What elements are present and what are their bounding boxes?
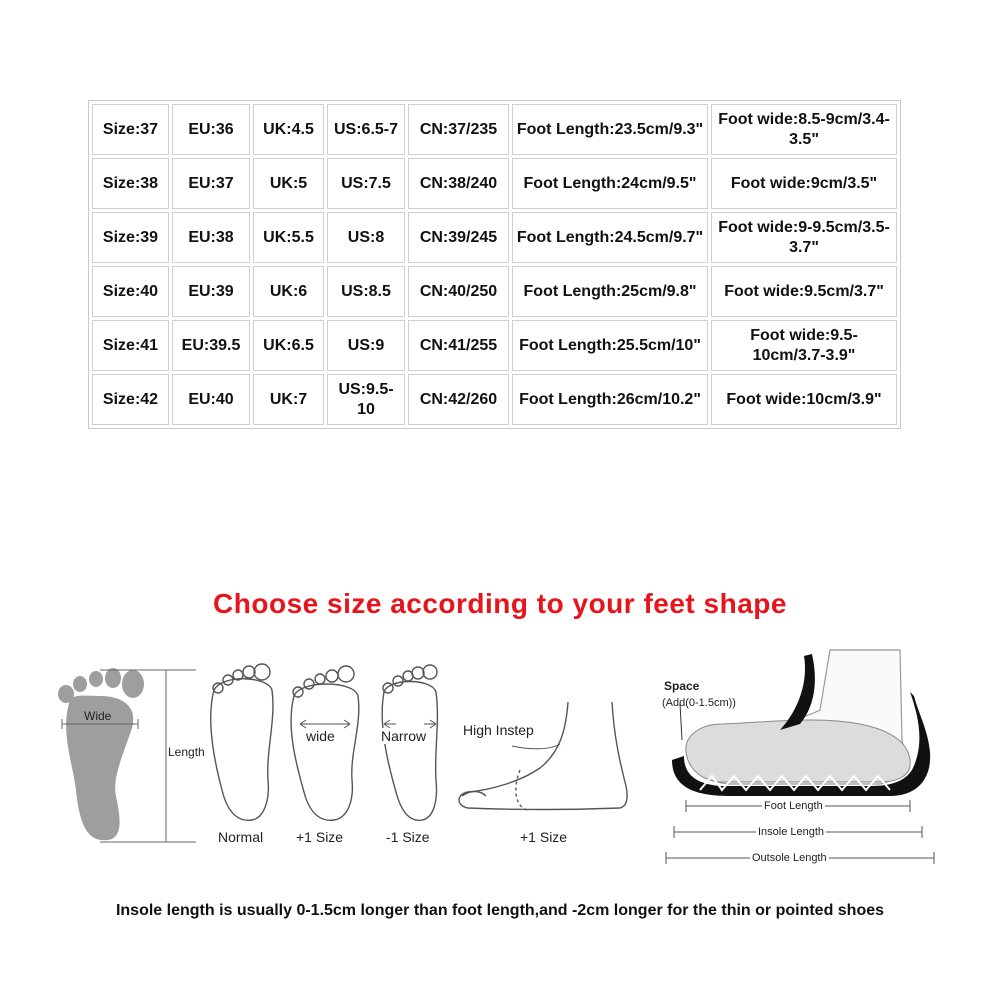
size-cell: Foot wide:9.5-10cm/3.7-3.9" [711,320,897,371]
size-cell: US:8 [327,212,405,263]
size-cell: CN:37/235 [408,104,509,155]
outsole-length-label: Outsole Length [752,852,827,864]
size-cell: Size:39 [92,212,169,263]
size-cell: Foot Length:26cm/10.2" [512,374,708,425]
foot-arrow-label-wide: wide [306,728,335,744]
size-cell: Foot Length:24.5cm/9.7" [512,212,708,263]
size-cell: Size:38 [92,158,169,209]
foot-caption-wide: +1 Size [296,829,344,845]
size-cell: CN:40/250 [408,266,509,317]
size-cell: Foot wide:10cm/3.9" [711,374,897,425]
high-instep-foot-icon [459,702,627,810]
foot-caption-narrow: -1 Size [386,829,430,845]
size-cell: Size:37 [92,104,169,155]
wide-label: Wide [84,709,112,723]
normal-foot-icon [211,664,273,820]
insole-footnote: Insole length is usually 0-1.5cm longer than foot length,and -2cm longer for the thin or pointed shoes [115,902,885,919]
size-cell: CN:42/260 [408,374,509,425]
size-cell: CN:41/255 [408,320,509,371]
foot-caption-high-instep: +1 Size [520,829,568,845]
size-cell: Foot wide:9.5cm/3.7" [711,266,897,317]
size-cell: Foot wide:9-9.5cm/3.5-3.7" [711,212,897,263]
size-cell: Foot Length:25.5cm/10" [512,320,708,371]
size-cell: EU:38 [172,212,250,263]
foot-arrow-label-narrow: Narrow [381,728,427,744]
size-cell: Foot Length:23.5cm/9.3" [512,104,708,155]
size-cell: US:8.5 [327,266,405,317]
size-cell: UK:5 [253,158,324,209]
size-cell: UK:6.5 [253,320,324,371]
size-cell: UK:6 [253,266,324,317]
size-cell: Size:42 [92,374,169,425]
space-sub-label: (Add(0-1.5cm)) [662,697,736,709]
size-cell: Size:41 [92,320,169,371]
size-cell: EU:39.5 [172,320,250,371]
size-cell: CN:38/240 [408,158,509,209]
size-cell: UK:5.5 [253,212,324,263]
foot-caption-normal: Normal [218,829,264,845]
footprint-icon [58,668,144,840]
space-label: Space [664,679,700,693]
size-cell: US:6.5-7 [327,104,405,155]
size-cell: US:7.5 [327,158,405,209]
size-cell: Foot Length:25cm/9.8" [512,266,708,317]
size-cell: US:9 [327,320,405,371]
size-cell: Size:40 [92,266,169,317]
size-cell: Foot wide:8.5-9cm/3.4-3.5" [711,104,897,155]
size-cell: Foot Length:24cm/9.5" [512,158,708,209]
shoe-cross-section-icon [672,650,930,796]
size-cell: CN:39/245 [408,212,509,263]
size-cell: US:9.5-10 [327,374,405,425]
foot-arrow-label-high-instep: High Instep [463,722,534,738]
size-cell: UK:7 [253,374,324,425]
size-cell: Foot wide:9cm/3.5" [711,158,897,209]
size-cell: UK:4.5 [253,104,324,155]
size-cell: EU:39 [172,266,250,317]
guide-title: Choose size according to your feet shape [213,588,787,619]
size-cell: EU:37 [172,158,250,209]
length-label: Length [168,745,205,759]
size-cell: EU:36 [172,104,250,155]
size-cell: EU:40 [172,374,250,425]
foot-length-label: Foot Length [764,800,823,812]
insole-length-label: Insole Length [758,826,825,838]
